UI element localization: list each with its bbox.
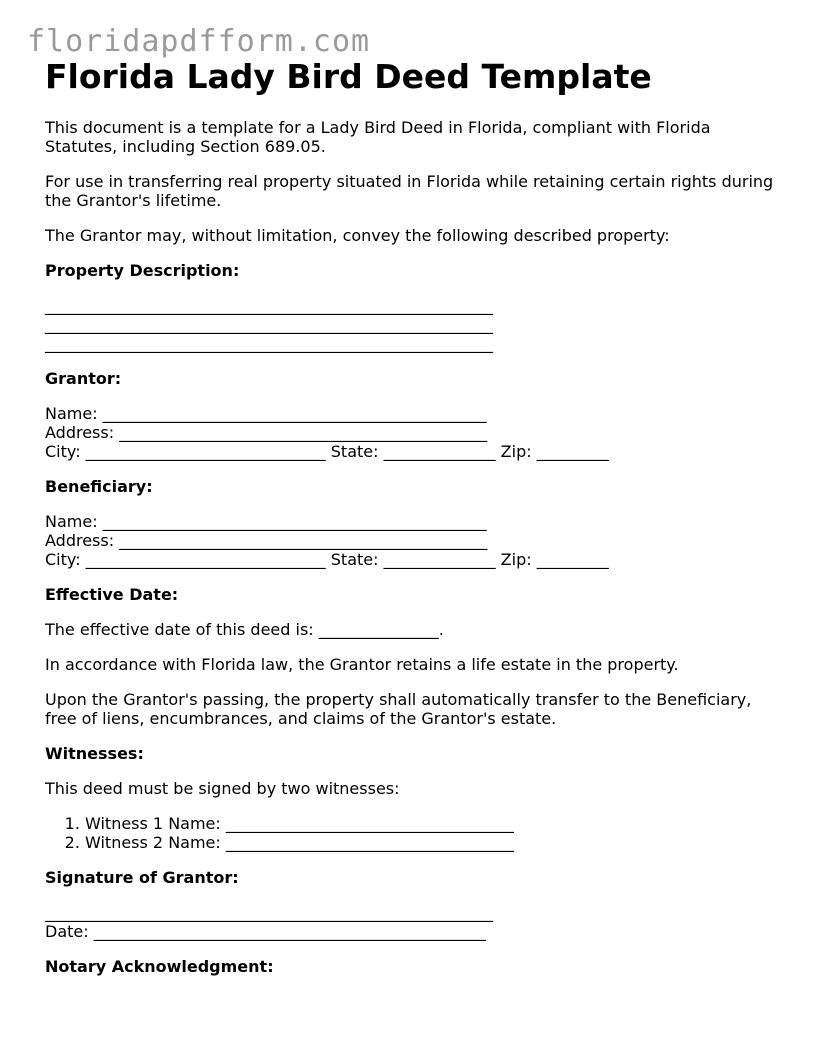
property-description-heading: Property Description: (45, 261, 240, 280)
transfer-paragraph: Upon the Grantor's passing, the property shall automatically transfer to the Beneficiary, free of liens, encumbrances, and claims of the Grantor's estate. (45, 690, 752, 728)
document-title: Florida Lady Bird Deed Template (45, 57, 652, 96)
signature-date-field[interactable]: Date: _________________________________________________ (45, 922, 486, 941)
property-description-lines (45, 296, 785, 353)
property-line-1[interactable]: ________________________________________________________ (45, 296, 493, 315)
effective-date-field[interactable]: The effective date of this deed is: _______________. (45, 620, 444, 639)
signature-heading: Signature of Grantor: (45, 868, 239, 887)
grantor-heading: Grantor: (45, 369, 122, 388)
grantor-name-field[interactable]: Name: ________________________________________________ (45, 404, 487, 423)
witness-list (45, 814, 785, 852)
witnesses-paragraph: This deed must be signed by two witnesses: (45, 779, 400, 798)
beneficiary-fields (45, 512, 785, 569)
intro-paragraph-3: The Grantor may, without limitation, convey the following described property: (45, 226, 670, 245)
signature-fields (45, 903, 785, 941)
witnesses-heading: Witnesses: (45, 744, 144, 763)
intro-paragraph-2: For use in transferring real property situated in Florida while retaining certain rights during the Grantor's lifetime. (45, 172, 774, 210)
beneficiary-heading: Beneficiary: (45, 477, 153, 496)
property-line-3[interactable]: ________________________________________________________ (45, 334, 493, 353)
property-line-2[interactable]: ________________________________________________________ (45, 315, 493, 334)
effective-date-heading: Effective Date: (45, 585, 179, 604)
beneficiary-name-field[interactable]: Name: ________________________________________________ (45, 512, 487, 531)
grantor-signature-line[interactable]: ________________________________________________________ (45, 903, 493, 922)
grantor-address-field[interactable]: Address: ______________________________________________ (45, 423, 488, 442)
life-estate-paragraph: In accordance with Florida law, the Grantor retains a life estate in the property. (45, 655, 679, 674)
witness-2-field[interactable]: 2. Witness 2 Name: ____________________________________ (85, 833, 785, 852)
notary-heading: Notary Acknowledgment: (45, 957, 274, 976)
grantor-city-state-zip-field[interactable]: City: ______________________________ State: ______________ Zip: _________ (45, 442, 609, 461)
grantor-fields (45, 404, 785, 461)
beneficiary-city-state-zip-field[interactable]: City: ______________________________ State: ______________ Zip: _________ (45, 550, 609, 569)
beneficiary-address-field[interactable]: Address: ______________________________________________ (45, 531, 488, 550)
intro-paragraph-1: This document is a template for a Lady Bird Deed in Florida, compliant with Florida Statutes, including Section 689.05. (45, 118, 711, 156)
document-page (45, 56, 785, 976)
watermark: floridapdfform.com (27, 24, 371, 59)
witness-1-field[interactable]: 1. Witness 1 Name: ____________________________________ (85, 814, 785, 833)
